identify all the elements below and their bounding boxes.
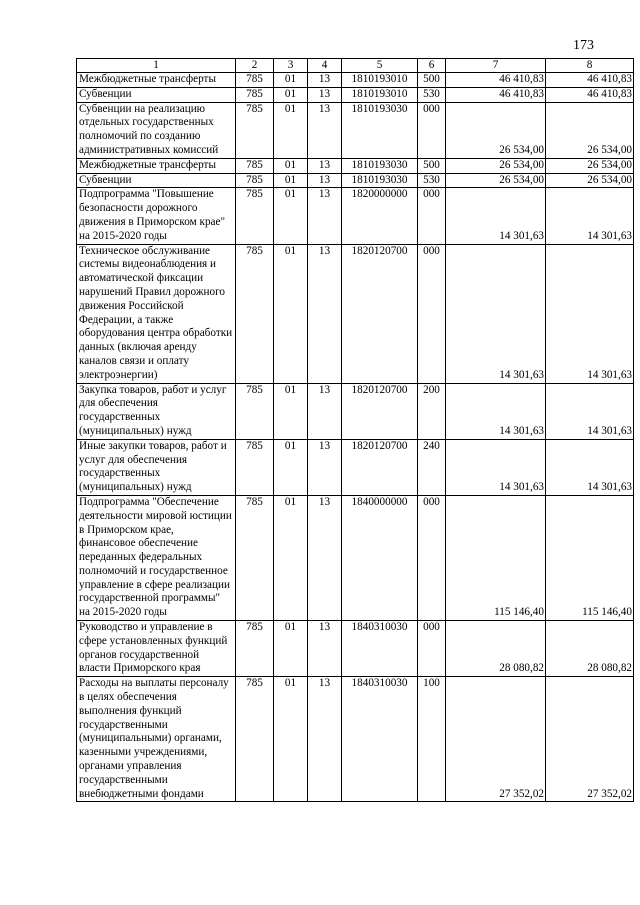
table-row (77, 244, 634, 383)
amount-cell: 26 534,00 (546, 102, 634, 158)
ministry-code-cell: 785 (236, 495, 274, 620)
target-article-cell: 1820120700 (342, 439, 418, 495)
target-article-cell: 1810193030 (342, 102, 418, 158)
amount-cell: 115 146,40 (546, 495, 634, 620)
ministry-code-cell: 785 (236, 244, 274, 383)
target-article-cell: 1840000000 (342, 495, 418, 620)
section-code-cell: 01 (274, 383, 308, 439)
subsection-code-cell: 13 (308, 102, 342, 158)
row-name-cell: Межбюджетные трансферты (77, 158, 236, 173)
column-header: 3 (274, 59, 308, 73)
expense-type-cell: 500 (418, 73, 446, 88)
amount-cell: 46 410,83 (546, 73, 634, 88)
section-code-cell: 01 (274, 244, 308, 383)
expense-type-cell: 000 (418, 244, 446, 383)
header-row (77, 59, 634, 73)
target-article-cell: 1820120700 (342, 244, 418, 383)
expense-type-cell: 500 (418, 158, 446, 173)
section-code-cell: 01 (274, 677, 308, 802)
expense-type-cell: 530 (418, 87, 446, 102)
table-row (77, 102, 634, 158)
ministry-code-cell: 785 (236, 73, 274, 88)
expense-type-cell: 000 (418, 102, 446, 158)
subsection-code-cell: 13 (308, 73, 342, 88)
section-code-cell: 01 (274, 87, 308, 102)
target-article-cell: 1810193010 (342, 73, 418, 88)
table-row (77, 188, 634, 244)
row-name-cell: Подпрограмма "Повышение безопасности дорожного движения в Приморском крае" на 2015-2020 годы (77, 188, 236, 244)
ministry-code-cell: 785 (236, 102, 274, 158)
amount-cell: 14 301,63 (446, 188, 546, 244)
amount-cell: 14 301,63 (546, 439, 634, 495)
table-row (77, 621, 634, 677)
table-row (77, 383, 634, 439)
ministry-code-cell: 785 (236, 439, 274, 495)
row-name-cell: Субвенции (77, 173, 236, 188)
amount-cell: 26 534,00 (446, 102, 546, 158)
amount-cell: 46 410,83 (446, 73, 546, 88)
amount-cell: 14 301,63 (546, 188, 634, 244)
target-article-cell: 1840310030 (342, 677, 418, 802)
ministry-code-cell: 785 (236, 158, 274, 173)
section-code-cell: 01 (274, 102, 308, 158)
subsection-code-cell: 13 (308, 158, 342, 173)
row-name-cell: Закупка товаров, работ и услуг для обеспечения государственных (муниципальных) нужд (77, 383, 236, 439)
amount-cell: 14 301,63 (446, 244, 546, 383)
subsection-code-cell: 13 (308, 439, 342, 495)
column-header: 5 (342, 59, 418, 73)
table-row (77, 495, 634, 620)
ministry-code-cell: 785 (236, 188, 274, 244)
ministry-code-cell: 785 (236, 173, 274, 188)
subsection-code-cell: 13 (308, 244, 342, 383)
row-name-cell: Субвенции (77, 87, 236, 102)
ministry-code-cell: 785 (236, 621, 274, 677)
row-name-cell: Иные закупки товаров, работ и услуг для обеспечения государственных (муниципальных) нужд (77, 439, 236, 495)
column-header: 7 (446, 59, 546, 73)
section-code-cell: 01 (274, 73, 308, 88)
section-code-cell: 01 (274, 158, 308, 173)
expense-type-cell: 240 (418, 439, 446, 495)
amount-cell: 26 534,00 (446, 173, 546, 188)
table-row (77, 173, 634, 188)
target-article-cell: 1840310030 (342, 621, 418, 677)
row-name-cell: Субвенции на реализацию отдельных государственных полномочий по созданию административных комиссий (77, 102, 236, 158)
subsection-code-cell: 13 (308, 677, 342, 802)
target-article-cell: 1820120700 (342, 383, 418, 439)
ministry-code-cell: 785 (236, 383, 274, 439)
table-row (77, 158, 634, 173)
amount-cell: 14 301,63 (446, 383, 546, 439)
page-number: 173 (573, 38, 594, 53)
table-row (77, 87, 634, 102)
expense-type-cell: 530 (418, 173, 446, 188)
amount-cell: 27 352,02 (446, 677, 546, 802)
row-name-cell: Межбюджетные трансферты (77, 73, 236, 88)
target-article-cell: 1810193010 (342, 87, 418, 102)
column-header: 4 (308, 59, 342, 73)
subsection-code-cell: 13 (308, 621, 342, 677)
section-code-cell: 01 (274, 621, 308, 677)
expense-type-cell: 100 (418, 677, 446, 802)
column-header: 1 (77, 59, 236, 73)
section-code-cell: 01 (274, 173, 308, 188)
column-header: 8 (546, 59, 634, 73)
amount-cell: 14 301,63 (546, 244, 634, 383)
amount-cell: 26 534,00 (546, 173, 634, 188)
section-code-cell: 01 (274, 188, 308, 244)
expense-type-cell: 000 (418, 188, 446, 244)
row-name-cell: Руководство и управление в сфере установленных функций органов государственной власти Приморского края (77, 621, 236, 677)
amount-cell: 27 352,02 (546, 677, 634, 802)
subsection-code-cell: 13 (308, 188, 342, 244)
table-row (77, 439, 634, 495)
amount-cell: 28 080,82 (546, 621, 634, 677)
amount-cell: 46 410,83 (446, 87, 546, 102)
amount-cell: 26 534,00 (546, 158, 634, 173)
subsection-code-cell: 13 (308, 495, 342, 620)
expense-type-cell: 200 (418, 383, 446, 439)
row-name-cell: Техническое обслуживание системы видеонаблюдения и автоматической фиксации нарушений Правил дорожного движения Российской Федерации, а также оборудования центра обработки данных (включая аренду каналов связи и оплату электроэнергии) (77, 244, 236, 383)
amount-cell: 28 080,82 (446, 621, 546, 677)
amount-cell: 115 146,40 (446, 495, 546, 620)
expense-type-cell: 000 (418, 495, 446, 620)
table-row (77, 73, 634, 88)
ministry-code-cell: 785 (236, 87, 274, 102)
budget-table (76, 58, 634, 802)
expense-type-cell: 000 (418, 621, 446, 677)
target-article-cell: 1820000000 (342, 188, 418, 244)
section-code-cell: 01 (274, 439, 308, 495)
subsection-code-cell: 13 (308, 173, 342, 188)
subsection-code-cell: 13 (308, 87, 342, 102)
target-article-cell: 1810193030 (342, 158, 418, 173)
table-row (77, 677, 634, 802)
row-name-cell: Расходы на выплаты персоналу в целях обеспечения выполнения функций государственными (муниципальными) органами, казенными учреждениями, органами управления государственными внебюджетными фондами (77, 677, 236, 802)
amount-cell: 14 301,63 (546, 383, 634, 439)
amount-cell: 46 410,83 (546, 87, 634, 102)
target-article-cell: 1810193030 (342, 173, 418, 188)
subsection-code-cell: 13 (308, 383, 342, 439)
column-header: 2 (236, 59, 274, 73)
ministry-code-cell: 785 (236, 677, 274, 802)
row-name-cell: Подпрограмма "Обеспечение деятельности мировой юстиции в Приморском крае, финансовое обеспечение переданных федеральных полномочий и государственное управление в сфере реализации государственной программы" на 2015-2020 годы (77, 495, 236, 620)
amount-cell: 26 534,00 (446, 158, 546, 173)
column-header: 6 (418, 59, 446, 73)
amount-cell: 14 301,63 (446, 439, 546, 495)
section-code-cell: 01 (274, 495, 308, 620)
